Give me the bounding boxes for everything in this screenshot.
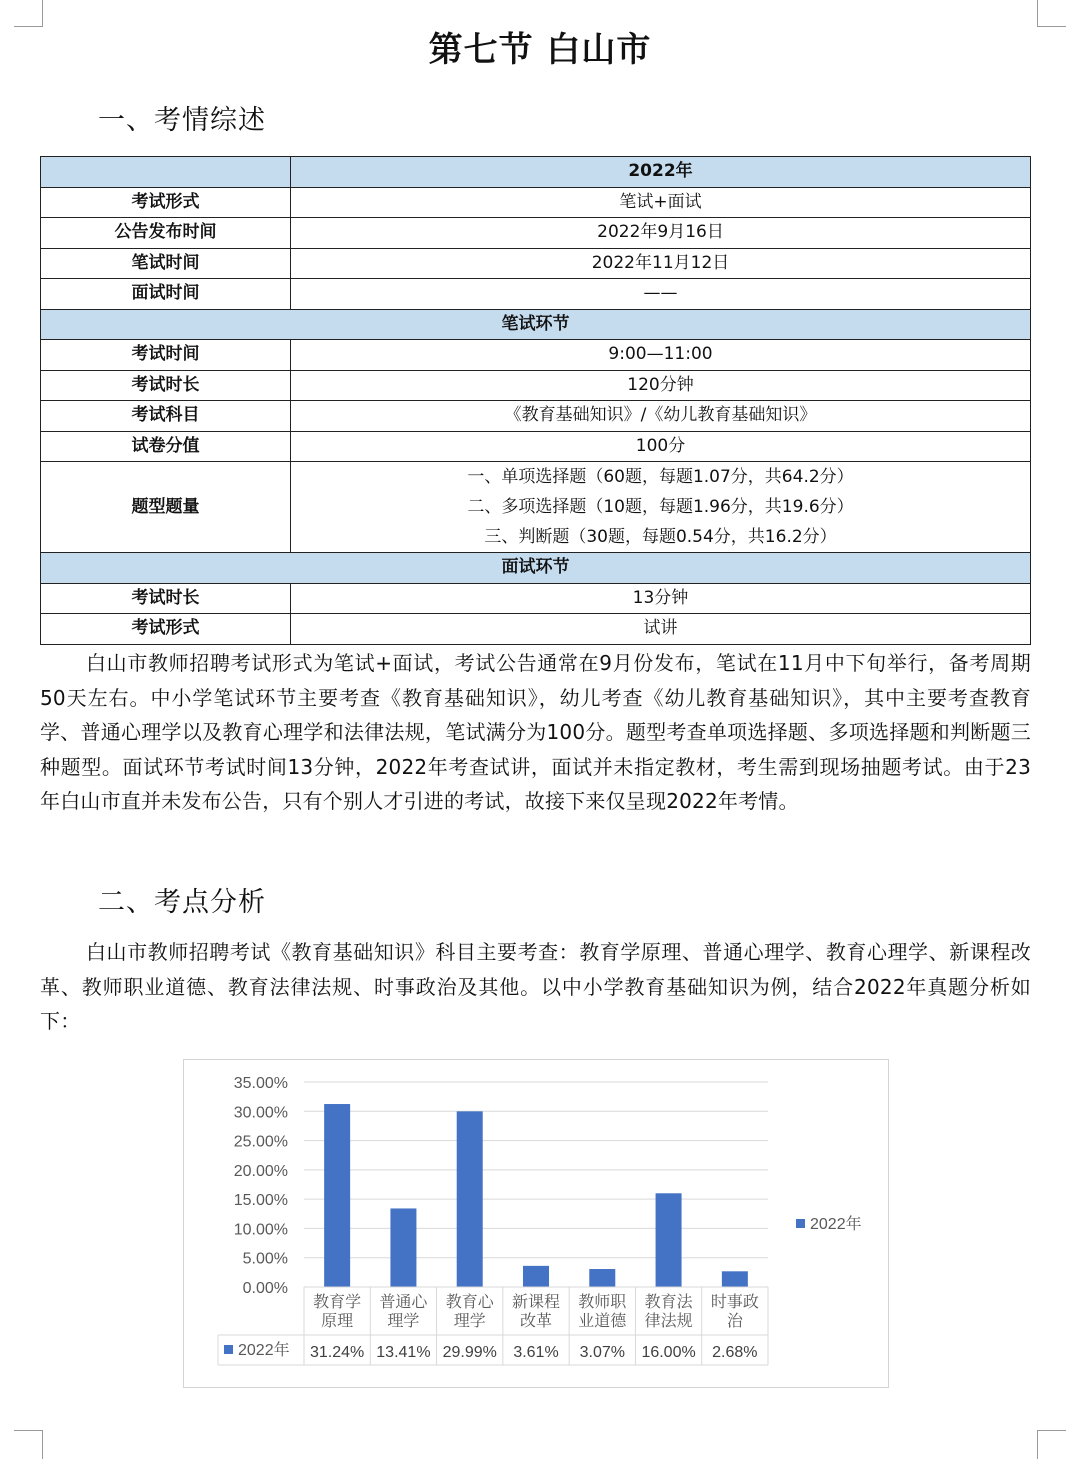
row-label: 笔试时间 (41, 248, 291, 279)
table-header-empty (41, 157, 291, 188)
data-label: 3.07% (579, 1344, 625, 1361)
row-label: 公告发布时间 (41, 218, 291, 249)
bar (589, 1269, 615, 1287)
x-tick-label: 律法规 (644, 1313, 693, 1330)
table-header-year: 2022年 (291, 157, 1031, 188)
row-label: 考试形式 (41, 614, 291, 645)
overview-paragraph: 白山市教师招聘考试形式为笔试+面试，考试公告通常在9月份发布，笔试在11月中下旬举行，备考周期50天左右。中小学笔试环节主要考查《教育基础知识》，幼儿考查《幼儿教育基础知识》，其中主要考查教育学、普通心理学以及教育心理学和法律法规，笔试满分为100分。题型考查单项选择题、多项选择题和判断题三种题型。面试环节考试时间13分钟，2022年考查试讲，面试并未指定教材，考生需到现场抽题考试。由于23年白山市直并未发布公告，只有个别人才引进的考试，故接下来仅呈现2022年考情。 (40, 651, 1031, 813)
bar (523, 1266, 549, 1287)
row-value: 100分 (291, 431, 1031, 462)
y-tick-label: 30.00% (233, 1104, 288, 1122)
row-label: 考试形式 (41, 187, 291, 218)
row-label: 题型题量 (41, 462, 291, 553)
x-tick-label: 教育心 (445, 1294, 494, 1311)
x-tick-label: 业道德 (578, 1313, 627, 1330)
x-tick-label: 时事政 (710, 1294, 759, 1311)
section-heading-analysis: 二、考点分析 (98, 887, 266, 918)
y-tick-label: 10.00% (233, 1221, 288, 1239)
table-series-swatch (224, 1345, 233, 1354)
bar (457, 1111, 483, 1287)
bar (656, 1193, 682, 1287)
data-label: 29.99% (442, 1344, 497, 1361)
row-value: 《教育基础知识》/《幼儿教育基础知识》 (291, 401, 1031, 432)
table-row (41, 370, 1031, 401)
x-tick-label: 理学 (387, 1313, 420, 1330)
bar-chart-svg (184, 1060, 888, 1387)
row-label: 考试科目 (41, 401, 291, 432)
x-tick-label: 治 (726, 1313, 743, 1330)
y-tick-label: 0.00% (242, 1280, 288, 1297)
table-header-row (41, 157, 1031, 188)
y-tick-label: 5.00% (242, 1250, 288, 1268)
y-tick-label: 25.00% (233, 1133, 288, 1151)
x-tick-label: 原理 (321, 1313, 354, 1330)
question-type-line: 二、多项选择题（10题，每题1.96分，共19.6分） (467, 497, 854, 517)
crop-mark-bottom-right (1037, 1430, 1066, 1459)
section-row-interview (41, 553, 1031, 584)
data-label: 2.68% (712, 1344, 758, 1361)
question-type-line: 三、判断题（30题，每题0.54分，共16.2分） (484, 527, 837, 547)
row-value: 笔试+面试 (291, 187, 1031, 218)
table-row (41, 583, 1031, 614)
x-tick-label: 教育学 (313, 1294, 362, 1311)
table-row (41, 279, 1031, 310)
data-label: 3.61% (513, 1344, 559, 1361)
row-value: 9:00—11:00 (291, 340, 1031, 371)
row-value: 13分钟 (291, 583, 1031, 614)
section-heading-overview: 一、考情综述 (98, 105, 266, 136)
section-row-written (41, 309, 1031, 340)
data-label: 16.00% (641, 1344, 696, 1361)
question-type-line: 一、单项选择题（60题，每题1.07分，共64.2分） (467, 467, 854, 487)
written-section-title: 笔试环节 (41, 309, 1031, 340)
exam-info-table (40, 156, 1031, 645)
page-title: 第七节 白山市 (428, 30, 652, 70)
bar (722, 1271, 748, 1287)
analysis-paragraph: 白山市教师招聘考试《教育基础知识》科目主要考查：教育学原理、普通心理学、教育心理学、新课程改革、教师职业道德、教育法律法规、时事政治及其他。以中小学教育基础知识为例，结合2022年真题分析如下： (40, 940, 1031, 1033)
x-tick-label: 普通心 (379, 1294, 428, 1311)
row-label: 考试时间 (41, 340, 291, 371)
row-label: 面试时间 (41, 279, 291, 310)
x-tick-label: 新课程 (511, 1294, 561, 1311)
row-label: 考试时长 (41, 583, 291, 614)
bar (324, 1104, 350, 1287)
row-value: 120分钟 (291, 370, 1031, 401)
table-row (41, 401, 1031, 432)
table-row (41, 218, 1031, 249)
row-label: 试卷分值 (41, 431, 291, 462)
row-value: 试讲 (291, 614, 1031, 645)
legend-label: 2022年 (810, 1216, 862, 1233)
table-row (41, 614, 1031, 645)
data-label: 31.24% (310, 1344, 365, 1361)
row-value: 2022年11月12日 (291, 248, 1031, 279)
y-tick-label: 20.00% (233, 1162, 288, 1180)
interview-section-title: 面试环节 (41, 553, 1031, 584)
x-tick-label: 理学 (453, 1313, 486, 1330)
question-types-cell (291, 462, 1031, 553)
table-row (41, 248, 1031, 279)
y-tick-label: 15.00% (233, 1192, 288, 1210)
x-tick-label: 教育法 (644, 1294, 693, 1311)
x-tick-label: 教师职 (578, 1294, 627, 1311)
data-label: 13.41% (376, 1344, 431, 1361)
table-row-question-types (41, 462, 1031, 553)
row-label: 考试时长 (41, 370, 291, 401)
table-row (41, 340, 1031, 371)
table-row (41, 431, 1031, 462)
legend-swatch (796, 1219, 805, 1228)
bar (390, 1208, 416, 1287)
x-tick-label: 改革 (519, 1313, 553, 1330)
y-tick-label: 35.00% (233, 1075, 288, 1092)
table-row (41, 187, 1031, 218)
row-value: 2022年9月16日 (291, 218, 1031, 249)
row-value: —— (291, 279, 1031, 310)
bar-chart (183, 1059, 889, 1388)
table-series-label: 2022年 (238, 1342, 290, 1359)
crop-mark-bottom-left (14, 1430, 43, 1459)
